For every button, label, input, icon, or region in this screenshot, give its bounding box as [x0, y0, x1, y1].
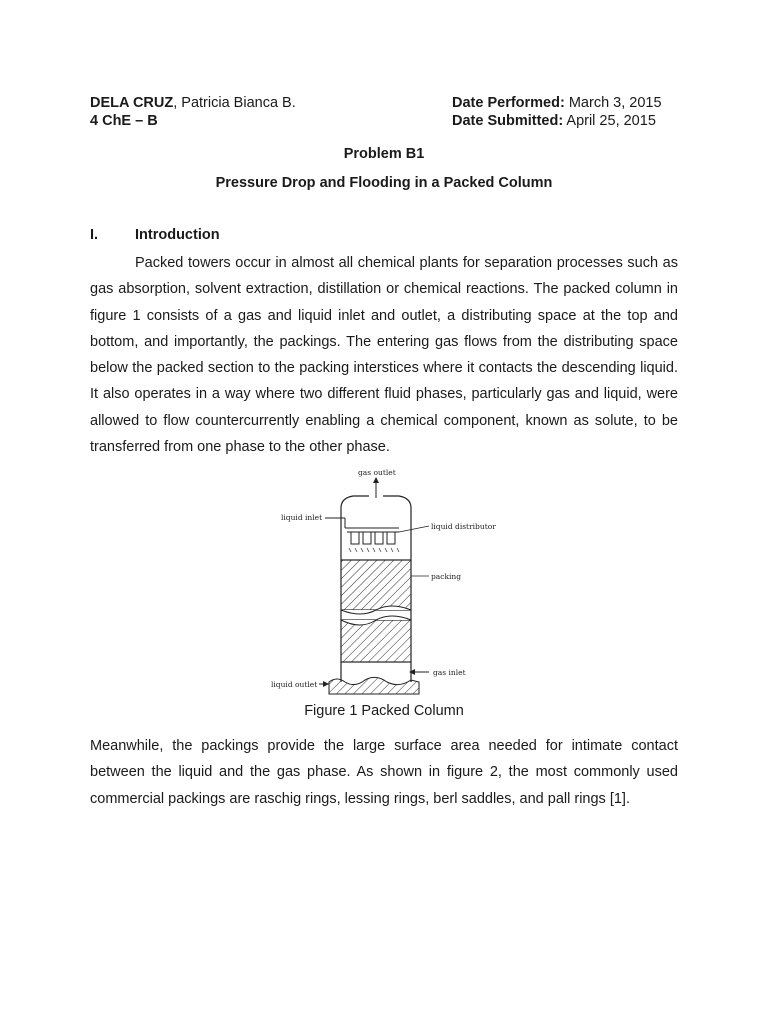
label-gas-inlet: gas inlet	[433, 668, 466, 677]
class-section: 4 ChE – B	[90, 113, 158, 129]
label-liquid-inlet: liquid inlet	[281, 513, 323, 522]
label-liquid-outlet: liquid outlet	[271, 680, 318, 689]
liquid-outlet-arrow-icon	[323, 681, 329, 687]
figure-caption: Figure 1 Packed Column	[304, 703, 464, 719]
intro-paragraph-1: Packed towers occur in almost all chemical plants for separation processes such as gas absorption, solvent extraction, distillation or chemical reactions. The packed column in figure 1 consists of a gas and liquid inlet and outlet, a distributing space at the top and bottom, and importantly, the packings. The entering gas flows from the distributing space below the packed section to the packing interstices where it contacts the descending liquid. It also operates in a way where two different fluid phases, particularly gas and liquid, were allowed to flow countercurrently enabling a chemical component, known as solute, to be transferred from one phase to the other phase.	[90, 255, 678, 456]
author-name: DELA CRUZ, Patricia Bianca B.	[90, 95, 296, 111]
section-title: Introduction	[135, 227, 220, 243]
liquid-pool	[329, 677, 419, 694]
intro-paragraph-2: Meanwhile, the packings provide the large surface area needed for intimate contact between the liquid and the gas phase. As shown in figure 2, the most commonly used commercial packings are raschig rings, lessing rings, berl saddles, and pall rings [1].	[90, 738, 678, 807]
packed-column-figure	[265, 468, 505, 700]
upper-packing-section	[341, 560, 411, 610]
label-gas-outlet: gas outlet	[358, 468, 396, 477]
problem-title: Problem B1	[343, 146, 425, 162]
gas-outlet-arrow-icon	[373, 477, 379, 483]
date-performed: Date Performed: March 3, 2015	[452, 95, 662, 111]
label-liquid-distributor: liquid distributor	[431, 522, 496, 531]
lower-packing-section	[341, 620, 411, 662]
date-submitted: Date Submitted: April 25, 2015	[452, 113, 656, 129]
section-number: I.	[90, 227, 99, 243]
label-packing: packing	[431, 572, 462, 581]
gas-inlet-arrow-icon	[409, 669, 415, 675]
liquid-distributor	[347, 532, 399, 552]
paper-title: Pressure Drop and Flooding in a Packed Column	[215, 175, 553, 191]
